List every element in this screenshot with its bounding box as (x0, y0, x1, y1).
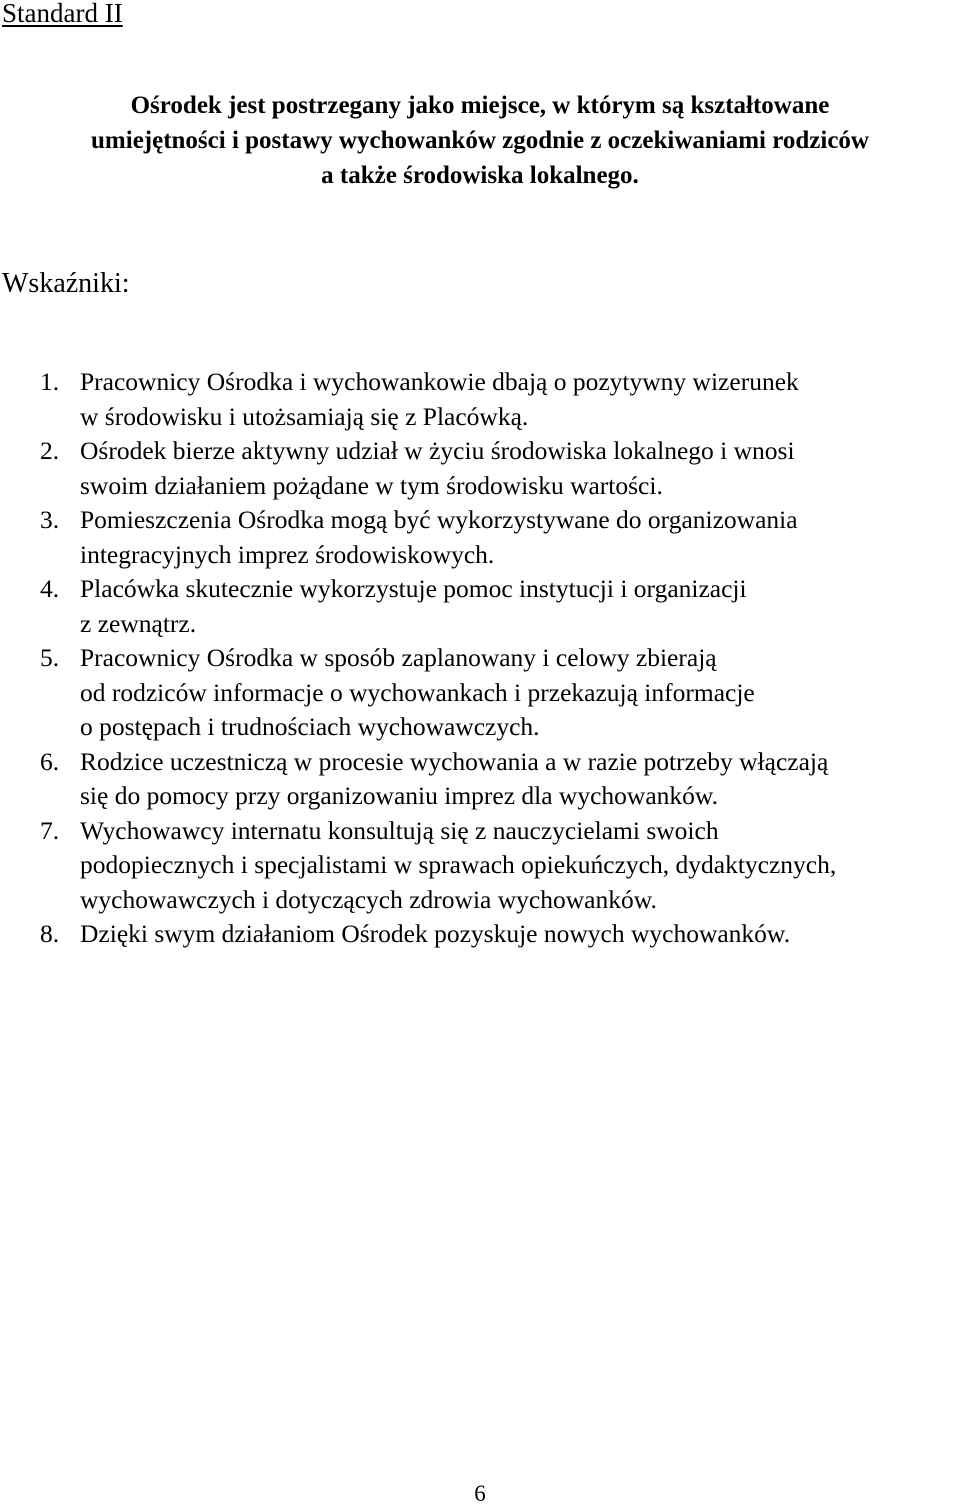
indicator-text-line: o postępach i trudnościach wychowawczych. (80, 712, 540, 741)
indicator-number: 7. (40, 815, 60, 845)
standard-description-line: Ośrodek jest postrzegany jako miejsce, w którym są kształtowane (130, 92, 830, 119)
indicator-number: 8. (40, 919, 60, 948)
indicator-item (0, 745, 960, 814)
standard-description-line: umiejętności i postawy wychowanków zgodnie z oczekiwaniami rodziców (91, 127, 869, 154)
indicators-label: Wskaźniki: (2, 268, 130, 299)
indicator-item (0, 503, 960, 572)
indicator-item (0, 434, 960, 503)
indicator-item (0, 814, 960, 918)
indicator-text-line: podopiecznych i specjalistami w sprawach opiekuńczych, dydaktycznych, (80, 850, 837, 879)
indicator-text-line: Dzięki swym działaniom Ośrodek pozyskuje nowych wychowanków. (80, 919, 791, 948)
indicator-text-line: Pomieszczenia Ośrodka mogą być wykorzystywane do organizowania (80, 505, 798, 534)
indicator-text-line: Rodzice uczestniczą w procesie wychowania a w razie potrzeby włączają (80, 746, 829, 776)
indicator-number: 5. (40, 643, 60, 672)
indicator-text-line: w środowisku i utożsamiają się z Placówką. (80, 401, 529, 431)
indicator-item (0, 365, 960, 434)
standard-description (0, 88, 960, 193)
indicator-item (0, 572, 960, 641)
page-number: 6 (474, 1481, 486, 1506)
indicator-list (0, 365, 960, 952)
indicator-text-line: wychowawczych i dotyczących zdrowia wychowanków. (80, 884, 657, 914)
indicator-text-line: Wychowawcy internatu konsultują się z nauczycielami swoich (80, 815, 719, 845)
indicator-text-line: się do pomocy przy organizowaniu imprez dla wychowanków. (80, 781, 719, 810)
indicator-text-line: swoim działaniem pożądane w tym środowisku wartości. (80, 470, 663, 500)
standard-description-line: a także środowiska lokalnego. (321, 162, 639, 189)
indicator-text-line: integracyjnych imprez środowiskowych. (80, 539, 495, 569)
indicator-number: 6. (40, 746, 60, 776)
indicator-text-line: z zewnątrz. (80, 608, 197, 638)
indicator-number: 2. (40, 436, 60, 465)
indicator-number: 3. (40, 505, 60, 534)
indicator-number: 1. (40, 367, 60, 396)
indicator-text-line: od rodziców informacje o wychowankach i przekazują informacje (80, 677, 755, 707)
indicator-item (0, 917, 960, 952)
indicator-text-line: Pracownicy Ośrodka i wychowankowie dbają o pozytywny wizerunek (80, 367, 799, 396)
indicator-text-line: Placówka skutecznie wykorzystuje pomoc instytucji i organizacji (80, 574, 747, 603)
indicator-item (0, 641, 960, 745)
indicator-number: 4. (40, 574, 60, 603)
indicator-text-line: Ośrodek bierze aktywny udział w życiu środowiska lokalnego i wnosi (80, 436, 795, 465)
indicator-text-line: Pracownicy Ośrodka w sposób zaplanowany i celowy zbierają (80, 643, 717, 672)
standard-heading: Standard II (2, 0, 123, 28)
